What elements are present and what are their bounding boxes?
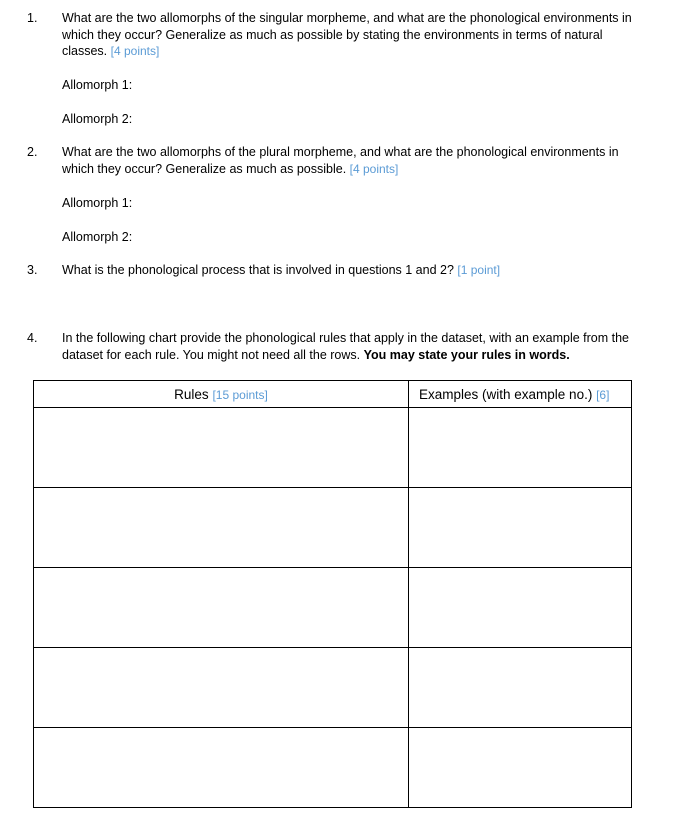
rule-cell[interactable] xyxy=(34,648,409,728)
question-4-number: 4. xyxy=(27,331,38,345)
table-row xyxy=(34,488,632,568)
rule-cell[interactable] xyxy=(34,488,409,568)
rule-cell[interactable] xyxy=(34,408,409,488)
rules-header-label: Rules xyxy=(174,386,209,402)
table-row xyxy=(34,568,632,648)
question-1-number: 1. xyxy=(27,11,38,25)
question-2-text xyxy=(62,144,637,177)
question-3-prompt: What is the phonological process that is involved in questions 1 and 2? xyxy=(62,263,454,277)
question-3-number: 3. xyxy=(27,263,38,277)
question-1-prompt: What are the two allomorphs of the singular morpheme, and what are the phonological environments in which they occur? Generalize as much as possible by stating the environments in terms of natural classes. xyxy=(62,11,632,58)
q1-allomorph-1-label: Allomorph 1: xyxy=(62,78,133,92)
q2-allomorph-1-label: Allomorph 1: xyxy=(62,196,133,210)
question-3-points: [1 point] xyxy=(457,263,501,277)
example-cell[interactable] xyxy=(409,728,632,808)
example-cell[interactable] xyxy=(409,568,632,648)
examples-header-points: [6] xyxy=(596,387,610,402)
q2-allomorph-2-label: Allomorph 2: xyxy=(62,230,133,244)
table-row xyxy=(34,408,632,488)
question-4-prompt: In the following chart provide the phonological rules that apply in the dataset, with an example from the dataset for each rule. You might not need all the rows. xyxy=(62,331,630,362)
question-2-points: [4 points] xyxy=(349,161,399,176)
rules-column-header xyxy=(34,381,409,408)
question-3-text xyxy=(62,262,637,279)
example-cell[interactable] xyxy=(409,488,632,568)
table-row xyxy=(34,728,632,808)
question-4-bold-note: You may state your rules in words. xyxy=(363,347,570,362)
rule-cell[interactable] xyxy=(34,568,409,648)
rules-table xyxy=(33,380,632,808)
table-header-row xyxy=(34,381,632,408)
examples-column-header xyxy=(409,381,632,408)
example-cell[interactable] xyxy=(409,408,632,488)
example-cell[interactable] xyxy=(409,648,632,728)
examples-header-label: Examples (with example no.) xyxy=(419,386,593,402)
q1-allomorph-2-label: Allomorph 2: xyxy=(62,112,133,126)
rule-cell[interactable] xyxy=(34,728,409,808)
question-2-prompt: What are the two allomorphs of the plural morpheme, and what are the phonological environments in which they occur? Generalize as much as possible. xyxy=(62,145,619,176)
question-1-text xyxy=(62,10,637,60)
question-2-number: 2. xyxy=(27,145,38,159)
question-4-text xyxy=(62,330,637,363)
table-row xyxy=(34,648,632,728)
question-1-points: [4 points] xyxy=(110,44,160,58)
rules-header-points: [15 points] xyxy=(212,387,268,402)
